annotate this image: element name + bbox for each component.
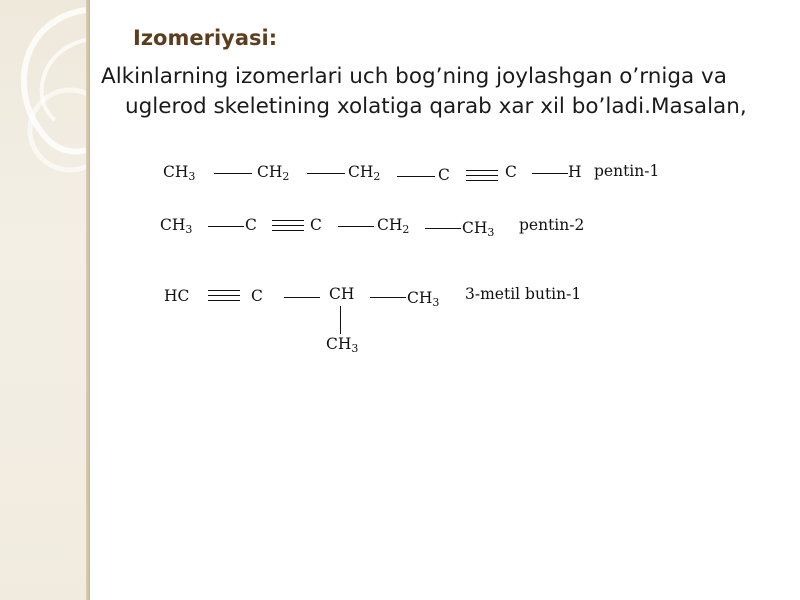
swirl-ornament-icon bbox=[0, 0, 86, 600]
triple-bond bbox=[466, 170, 498, 182]
atom-ch2: $CH_2$ bbox=[348, 163, 381, 183]
atom-hc: HC bbox=[164, 287, 190, 305]
atom-c: C bbox=[438, 166, 450, 184]
atom-c: C bbox=[505, 163, 517, 181]
atom-ch2: $CH_2$ bbox=[377, 216, 410, 236]
atom-c: C bbox=[245, 216, 257, 234]
single-bond bbox=[284, 297, 320, 298]
single-bond bbox=[397, 176, 435, 177]
atom-ch3: $CH_3$ bbox=[163, 163, 196, 183]
sidebar-divider bbox=[86, 0, 90, 600]
atom-ch2: $CH_2$ bbox=[257, 163, 290, 183]
single-bond bbox=[214, 173, 252, 174]
atom-h: H bbox=[568, 163, 582, 181]
single-bond bbox=[307, 173, 345, 174]
decorative-sidebar bbox=[0, 0, 86, 600]
compound-name: 3-metil butin-1 bbox=[465, 285, 582, 303]
compound-name: pentin-1 bbox=[594, 162, 660, 180]
atom-ch: CH bbox=[329, 285, 355, 303]
compound-name: pentin-2 bbox=[519, 216, 585, 234]
atom-ch3: $CH_3$ bbox=[407, 289, 440, 309]
triple-bond bbox=[208, 290, 240, 302]
atom-ch3: $CH_3$ bbox=[326, 335, 359, 355]
single-bond bbox=[208, 226, 244, 227]
single-bond bbox=[532, 173, 568, 174]
single-bond bbox=[425, 228, 461, 229]
single-bond bbox=[338, 226, 374, 227]
atom-ch3: $CH_3$ bbox=[160, 216, 193, 236]
body-paragraph: Alkinlarning izomerlari uch bog’ning joylashgan o’rniga va uglerod skeletining xolatiga qarab xar xil bo’ladi.Masalan, bbox=[101, 64, 747, 119]
atom-c: C bbox=[310, 216, 322, 234]
slide-heading: Izomeriyasi: bbox=[133, 26, 278, 50]
triple-bond bbox=[272, 220, 304, 232]
single-bond bbox=[370, 297, 406, 298]
vertical-bond bbox=[340, 306, 341, 334]
atom-ch3: $CH_3$ bbox=[462, 219, 495, 239]
atom-c: C bbox=[251, 287, 263, 305]
